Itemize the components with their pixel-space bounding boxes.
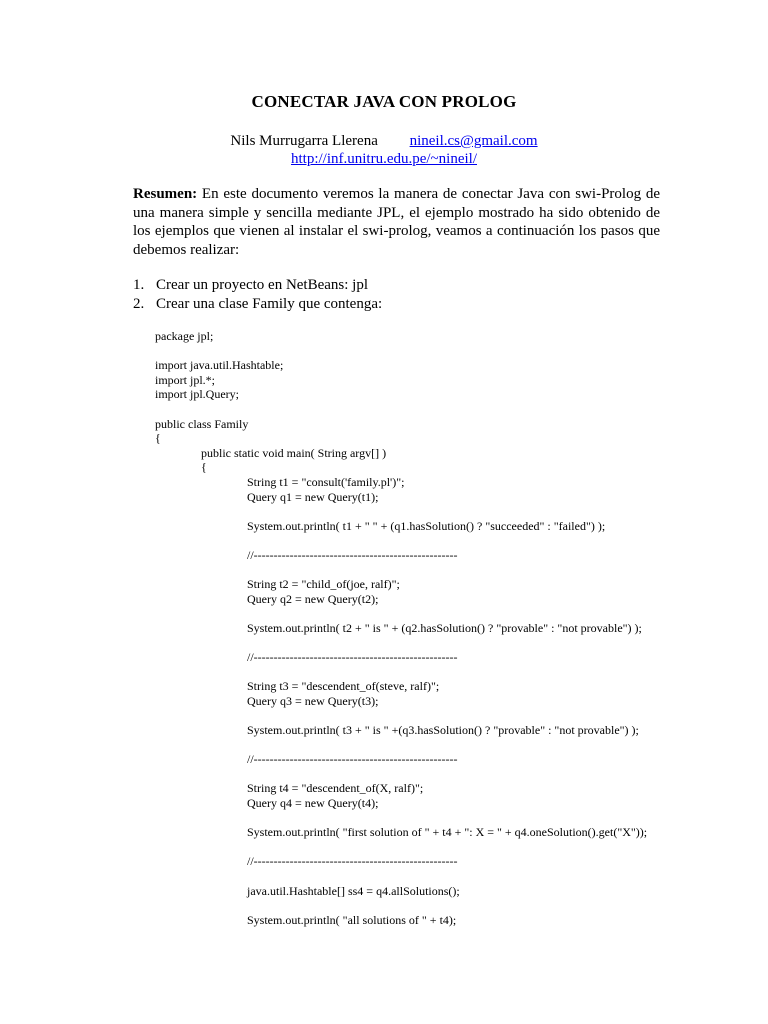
code-line: package jpl;	[155, 329, 214, 343]
code-blank	[155, 635, 655, 650]
code-line: {	[155, 431, 161, 446]
code-line: Query q2 = new Query(t2);	[247, 591, 379, 606]
step-text: Crear un proyecto en NetBeans: jpl	[156, 277, 369, 293]
code-line: java.util.Hashtable[] ss4 = q4.allSolutions();	[247, 883, 460, 898]
code-line: System.out.println( t2 + " is " + (q2.hasSolution() ? "provable" : "not provable") );	[247, 620, 642, 635]
code-line: String t2 = "child_of(joe, ralf)";	[247, 577, 400, 592]
code-line: public static void main( String argv[] )	[201, 445, 387, 460]
author-email-link[interactable]: nineil.cs@gmail.com	[409, 133, 538, 149]
code-blank	[155, 811, 655, 826]
code-blank	[155, 665, 655, 680]
author-url-line	[0, 151, 768, 168]
code-blank	[155, 708, 655, 723]
code-line: {	[201, 460, 207, 475]
code-blank	[155, 533, 655, 548]
code-line: Query q4 = new Query(t4);	[247, 796, 379, 810]
steps-list	[133, 276, 660, 313]
author-url-link[interactable]: http://inf.unitru.edu.pe/~nineil/	[290, 151, 477, 167]
code-separator: //---------------------------------------------------	[247, 752, 458, 767]
code-blank	[155, 738, 655, 753]
code-line: String t1 = "consult('family.pl')";	[247, 474, 405, 489]
code-blank	[155, 606, 655, 621]
code-line: Query q3 = new Query(t3);	[247, 693, 379, 708]
code-line: Query q1 = new Query(t1);	[247, 489, 379, 504]
code-line: System.out.println( t3 + " is " +(q3.hasSolution() ? "provable" : "not provable") );	[247, 723, 639, 738]
code-line: String t3 = "descendent_of(steve, ralf)";	[247, 679, 440, 694]
code-blank	[155, 898, 655, 913]
author-line	[0, 133, 768, 150]
code-blank	[155, 840, 655, 855]
step-item	[133, 295, 660, 314]
abstract-text: En este documento veremos la manera de conectar Java con swi-Prolog de una manera simple y sencilla mediante JPL, el ejemplo mostrado ha sido obtenido de los ejemplos que vienen al instalar el swi-prolog, veamos a continuación los pasos que debemos realizar:	[133, 186, 660, 258]
code-separator: //---------------------------------------------------	[247, 650, 458, 665]
step-text: Crear una clase Family que contenga:	[156, 295, 383, 312]
code-blank	[155, 563, 655, 578]
step-number: 1.	[133, 277, 145, 293]
code-listing	[155, 329, 655, 927]
code-blank	[155, 767, 655, 782]
code-line: System.out.println( "all solutions of " + t4);	[247, 912, 457, 927]
code-line: System.out.println( "first solution of " + t4 + ": X = " + q4.oneSolution().get("X"));	[247, 825, 648, 840]
abstract-paragraph	[133, 185, 660, 259]
code-line: System.out.println( t1 + " " + (q1.hasSolution() ? "succeeded" : "failed") );	[247, 518, 606, 533]
step-number: 2.	[133, 295, 145, 312]
code-separator: //---------------------------------------------------	[247, 547, 458, 562]
author-name: Nils Murrugarra Llerena	[230, 133, 378, 149]
code-blank	[155, 504, 655, 519]
code-line: public class Family	[155, 416, 249, 431]
code-line: import jpl.Query;	[155, 387, 239, 402]
code-blank	[155, 402, 655, 417]
step-item	[133, 276, 660, 295]
code-line: import jpl.*;	[155, 372, 215, 387]
code-blank	[155, 344, 655, 359]
code-line: String t4 = "descendent_of(X, ralf)";	[247, 781, 424, 796]
document-title: CONECTAR JAVA CON PROLOG	[251, 92, 517, 111]
code-blank	[155, 869, 655, 884]
abstract-label: Resumen:	[133, 186, 198, 202]
code-line: import java.util.Hashtable;	[155, 358, 284, 373]
code-separator: //---------------------------------------------------	[247, 854, 458, 869]
